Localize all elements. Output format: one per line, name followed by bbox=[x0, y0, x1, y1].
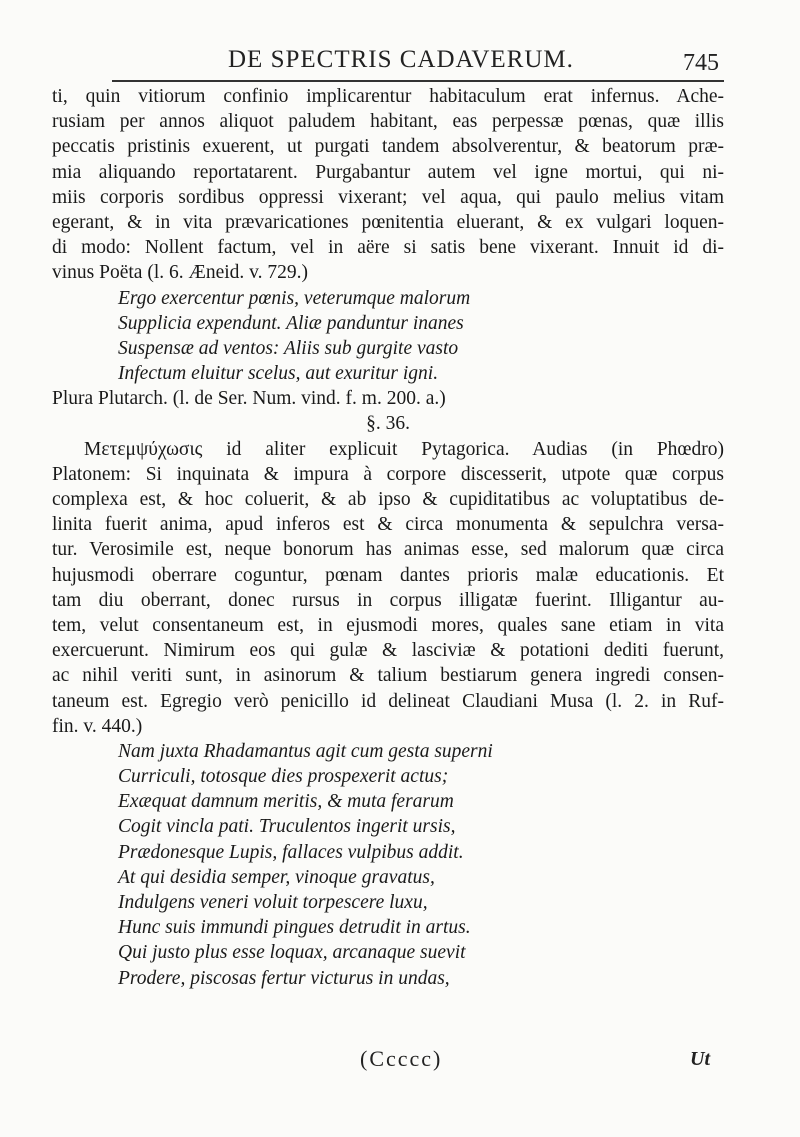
verse-line: Curriculi, totosque dies prospexerit actus; bbox=[118, 766, 449, 788]
verse-line: Exæquat damnum meritis, & muta ferarum bbox=[118, 791, 454, 813]
header-rule bbox=[112, 80, 724, 82]
verse-line: Prodere, piscosas fertur victurus in undas, bbox=[118, 967, 450, 989]
page-footer bbox=[0, 1046, 800, 1078]
text-line: ti, quin vitiorum confinio implicarentur habitaculum erat infernus. Ache- bbox=[52, 86, 724, 107]
text-line: tam diu oberrant, donec rursus in corpus illigatæ fuerint. Illigantur au- bbox=[52, 589, 724, 611]
text-line: taneum est. Egregio verò penicillo id delineat Claudiani Musa (l. 2. in Ruf- bbox=[52, 690, 724, 712]
text-line: fin. v. 440.) bbox=[52, 715, 143, 737]
page-number: 745 bbox=[683, 50, 719, 76]
text-line: Plura Plutarch. (l. de Ser. Num. vind. f. m. 200. a.) bbox=[52, 388, 446, 410]
text-line: tem, velut consentaneum est, in ejusmodi mores, quales sane etiam in vita bbox=[52, 614, 724, 636]
verse-line: Hunc suis immundi pingues detrudit in artus. bbox=[118, 917, 471, 939]
verse-line: Ergo exercentur pœnis, veterumque malorum bbox=[118, 287, 471, 309]
text-line: rusiam per annos aliquot paludem habitant, eas perpessæ pœnas, quæ illis bbox=[52, 111, 724, 133]
text-line: hujusmodi oberrare coguntur, pœnam dantes prioris malæ educationis. Et bbox=[52, 564, 724, 586]
page-title: DE SPECTRIS CADAVERUM. bbox=[228, 46, 574, 73]
verse-line: Supplicia expendunt. Aliæ panduntur inanes bbox=[118, 312, 464, 334]
text-line: exercuerunt. Nimirum eos qui gulæ & lasciviæ & potationi dediti fuerunt, bbox=[52, 640, 724, 662]
verse-line: Qui justo plus esse loquax, arcanaque suevit bbox=[118, 942, 466, 964]
text-line: Platonem: Si inquinata & impura à corpore discesserit, utpote quæ corpus bbox=[52, 463, 724, 485]
text-line: vinus Poëta (l. 6. Æneid. v. 729.) bbox=[52, 262, 309, 284]
text-line: tur. Verosimile est, neque bonorum has animas esse, sed malorum quæ circa bbox=[52, 539, 724, 561]
section-number: §. 36. bbox=[366, 413, 410, 435]
text-line: complexa est, & hoc coluerit, & ab ipso & cupiditatibus ac voluptatibus de- bbox=[52, 489, 724, 510]
text-line: linita fuerit anima, apud inferos est & circa monumenta & sepulchra versa- bbox=[52, 514, 724, 536]
verse-line: Suspensæ ad ventos: Aliis sub gurgite vasto bbox=[118, 337, 459, 359]
body-text bbox=[52, 84, 724, 991]
text-line: mia aliquando reportatarent. Purgabantur autem vel igne mortui, qui ni- bbox=[52, 161, 724, 183]
text-line: miis corporis sordibus oppressi vixerant; vel aqua, qui paulo melius vitam bbox=[52, 186, 724, 208]
text-line: peccatis pristinis exuerent, ut purgati tandem absolverentur, & beatorum præ- bbox=[52, 136, 724, 158]
verse-line: Indulgens veneri voluit torpescere luxu, bbox=[118, 892, 428, 913]
signature-mark: (Ccccc) bbox=[360, 1046, 443, 1071]
verse-line: Prædonesque Lupis, fallaces vulpibus addit. bbox=[118, 841, 464, 863]
text-line: di modo: Nollent factum, vel in aëre si satis bene vixerant. Innuit id di- bbox=[52, 237, 724, 259]
verse-line: At qui desidia semper, vinoque gravatus, bbox=[118, 866, 435, 888]
text-line: ac nihil veriti sunt, in asinorum & talium bestiarum genera ingredi consen- bbox=[52, 665, 724, 687]
text-line: Μετεμψύχωσις id aliter explicuit Pytagorica. Audias (in Phœdro) bbox=[84, 438, 724, 460]
catchword: Ut bbox=[690, 1048, 710, 1070]
running-head bbox=[0, 44, 800, 80]
verse-line: Cogit vincla pati. Truculentos ingerit ursis, bbox=[118, 816, 456, 838]
verse-line: Infectum eluitur scelus, aut exuritur igni. bbox=[118, 363, 439, 385]
text-line: egerant, & in vita prævaricationes pœnitentia eluerant, & ex vulgari loquen- bbox=[52, 211, 724, 233]
verse-line: Nam juxta Rhadamantus agit cum gesta superni bbox=[118, 740, 493, 762]
